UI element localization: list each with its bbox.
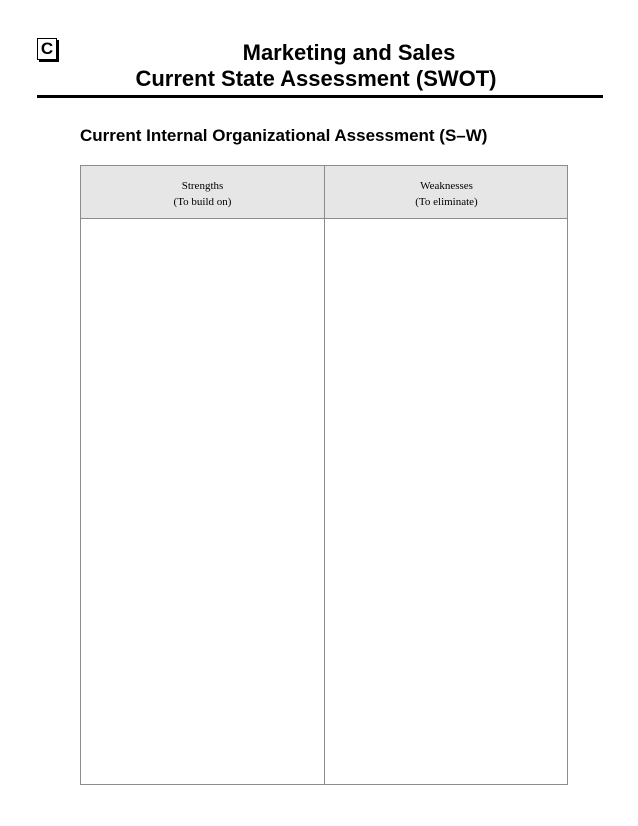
weaknesses-entry-area[interactable] [325,219,567,784]
page-title-line-2: Current State Assessment (SWOT) [135,66,497,91]
page-title [60,40,638,92]
swot-table [80,165,568,785]
column-divider [324,166,325,784]
title-divider [37,95,603,98]
strengths-entry-area[interactable] [81,219,324,784]
weaknesses-subtitle: (To eliminate) [415,196,478,208]
weaknesses-title: Weaknesses [420,180,473,192]
strengths-header [81,178,324,210]
section-letter-badge: C [37,38,57,60]
strengths-title: Strengths [181,180,224,192]
section-heading: Current Internal Organizational Assessment (S–W) [80,126,488,145]
weaknesses-header [325,178,568,210]
page-title-line-1: Marketing and Sales [242,40,456,65]
strengths-subtitle: (To build on) [173,196,232,208]
